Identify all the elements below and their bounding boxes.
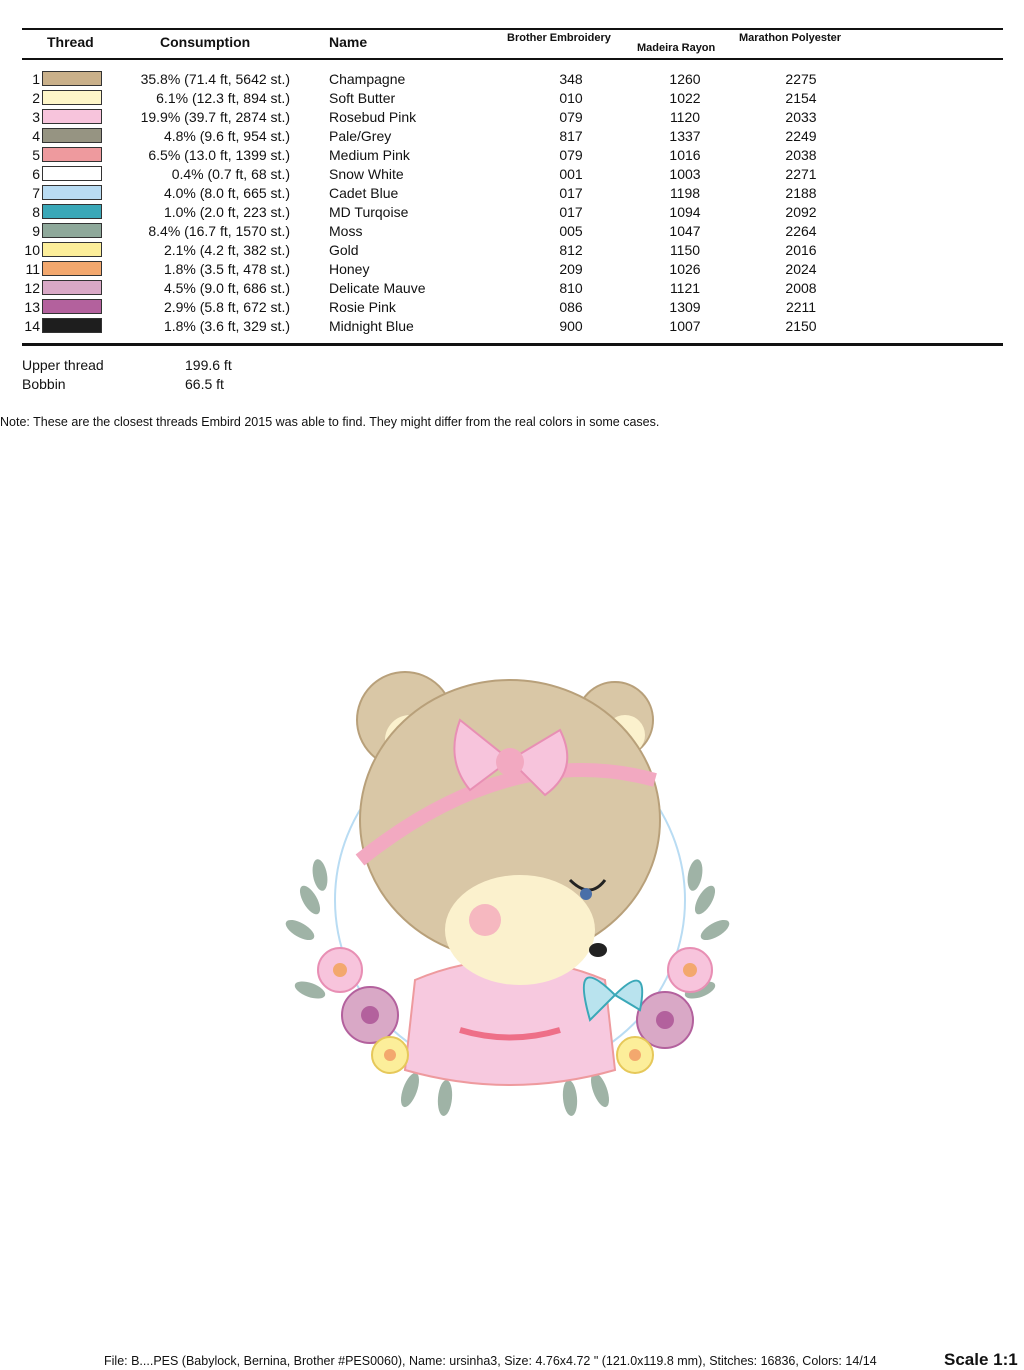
consumption-cell: 1.8% (3.5 ft, 478 st.) [163,261,290,277]
brother-code-cell: 817 [559,128,583,144]
color-swatch [42,242,102,257]
consumption-cell: 1.0% (2.0 ft, 223 st.) [163,204,290,220]
table-row [0,298,1024,317]
table-row [0,165,1024,184]
madeira-code-cell: 1337 [669,128,701,144]
row-number: 12 [24,280,40,296]
madeira-code-cell: 1198 [669,185,701,201]
brother-code-cell: 348 [559,71,583,87]
thread-name-cell: Soft Butter [329,90,396,106]
table-row [0,70,1024,89]
row-number: 2 [32,90,40,106]
color-swatch [42,299,102,314]
thread-name-cell: Rosie Pink [329,299,396,315]
consumption-cell: 2.1% (4.2 ft, 382 st.) [163,242,290,258]
madeira-code-cell: 1309 [669,299,701,315]
marathon-code-cell: 2154 [785,90,817,106]
header-madeira-rayon: Madeira Rayon [637,42,716,54]
consumption-cell: 1.8% (3.6 ft, 329 st.) [163,318,290,334]
row-number: 3 [32,109,40,125]
thread-name-cell: Midnight Blue [329,318,414,334]
thread-name-cell: Medium Pink [329,147,410,163]
thread-name-cell: Honey [329,261,370,277]
marathon-code-cell: 2271 [785,166,817,182]
note-text: Note: These are the closest threads Embird 2015 was able to find. They might differ from the real colors in some cases. [0,415,660,429]
madeira-code-cell: 1150 [669,242,701,258]
header-bottom-rule [22,58,1003,60]
file-info-footer: File: B....PES (Babylock, Bernina, Brother #PES0060), Name: ursinha3, Size: 4.76x4.72 " (121.0x119.8 mm), Stitches: 16836, Colors: 14/14 [104,1354,877,1368]
color-swatch [42,166,102,181]
marathon-code-cell: 2150 [785,318,817,334]
table-row [0,89,1024,108]
color-swatch [42,204,102,219]
color-swatch [42,109,102,124]
marathon-code-cell: 2008 [785,280,817,296]
consumption-cell: 6.5% (13.0 ft, 1399 st.) [148,147,290,163]
thread-name-cell: Rosebud Pink [329,109,417,125]
consumption-cell: 4.8% (9.6 ft, 954 st.) [163,128,290,144]
embroidery-design-image [270,650,750,1130]
table-row [0,184,1024,203]
thread-name-cell: MD Turqoise [329,204,409,220]
consumption-cell: 2.9% (5.8 ft, 672 st.) [163,299,290,315]
brother-code-cell: 086 [559,299,583,315]
row-number: 14 [24,318,40,334]
row-number: 11 [25,261,40,277]
marathon-code-cell: 2038 [785,147,817,163]
color-swatch [42,261,102,276]
table-row [0,260,1024,279]
upper-thread-value: 199.6 ft [185,357,232,373]
table-row [0,127,1024,146]
color-swatch [42,223,102,238]
color-swatch [42,90,102,105]
header-marathon-polyester: Marathon Polyester [739,32,842,44]
madeira-code-cell: 1022 [669,90,701,106]
madeira-code-cell: 1007 [669,318,701,334]
madeira-code-cell: 1120 [669,109,701,125]
scale-label: Scale 1:1 [944,1350,1018,1369]
consumption-cell: 4.0% (8.0 ft, 665 st.) [163,185,290,201]
row-number: 7 [32,185,40,201]
color-swatch [42,128,102,143]
brother-code-cell: 900 [559,318,583,334]
header-thread: Thread [47,34,94,50]
header-brother-embroidery: Brother Embroidery [507,32,611,44]
table-top-rule [22,28,1003,30]
marathon-code-cell: 2024 [785,261,817,277]
table-bottom-rule [22,343,1003,346]
color-swatch [42,280,102,295]
marathon-code-cell: 2264 [785,223,817,239]
brother-code-cell: 010 [559,90,583,106]
table-row [0,241,1024,260]
brother-code-cell: 810 [559,280,583,296]
thread-name-cell: Delicate Mauve [329,280,426,296]
table-row [0,222,1024,241]
marathon-code-cell: 2275 [785,71,817,87]
consumption-cell: 19.9% (39.7 ft, 2874 st.) [140,109,290,125]
madeira-code-cell: 1260 [669,71,701,87]
table-row [0,108,1024,127]
upper-thread-label: Upper thread [22,357,104,373]
consumption-cell: 35.8% (71.4 ft, 5642 st.) [140,71,290,87]
row-number: 1 [32,71,40,87]
brother-code-cell: 001 [559,166,583,182]
header-name: Name [329,34,368,50]
bobbin-label: Bobbin [22,376,66,392]
consumption-cell: 8.4% (16.7 ft, 1570 st.) [148,223,290,239]
brother-code-cell: 017 [559,204,583,220]
marathon-code-cell: 2092 [785,204,817,220]
header-consumption: Consumption [160,34,251,50]
color-swatch [42,71,102,86]
table-row [0,146,1024,165]
row-number: 4 [32,128,40,144]
thread-name-cell: Champagne [329,71,406,87]
row-number: 13 [24,299,40,315]
consumption-cell: 6.1% (12.3 ft, 894 st.) [156,90,290,106]
thread-name-cell: Pale/Grey [329,128,392,144]
thread-name-cell: Moss [329,223,363,239]
row-number: 5 [32,147,40,163]
row-number: 6 [32,166,40,182]
brother-code-cell: 209 [559,261,583,277]
marathon-code-cell: 2188 [785,185,817,201]
thread-name-cell: Cadet Blue [329,185,399,201]
brother-code-cell: 079 [559,147,583,163]
thread-name-cell: Gold [329,242,359,258]
marathon-code-cell: 2033 [785,109,817,125]
brother-code-cell: 812 [559,242,583,258]
thread-name-cell: Snow White [329,166,404,182]
marathon-code-cell: 2016 [785,242,817,258]
table-row [0,317,1024,336]
color-swatch [42,185,102,200]
consumption-cell: 0.4% (0.7 ft, 68 st.) [171,166,290,182]
madeira-code-cell: 1016 [669,147,701,163]
color-swatch [42,318,102,333]
madeira-code-cell: 1003 [669,166,701,182]
row-number: 9 [32,223,40,239]
madeira-code-cell: 1026 [669,261,701,277]
bobbin-value: 66.5 ft [185,376,224,392]
brother-code-cell: 017 [559,185,583,201]
marathon-code-cell: 2249 [785,128,817,144]
consumption-cell: 4.5% (9.0 ft, 686 st.) [163,280,290,296]
table-row [0,279,1024,298]
row-number: 10 [24,242,40,258]
madeira-code-cell: 1121 [669,280,701,296]
madeira-code-cell: 1047 [669,223,701,239]
row-number: 8 [32,204,40,220]
table-row [0,203,1024,222]
marathon-code-cell: 2211 [785,299,817,315]
madeira-code-cell: 1094 [669,204,701,220]
brother-code-cell: 005 [559,223,583,239]
color-swatch [42,147,102,162]
brother-code-cell: 079 [559,109,583,125]
